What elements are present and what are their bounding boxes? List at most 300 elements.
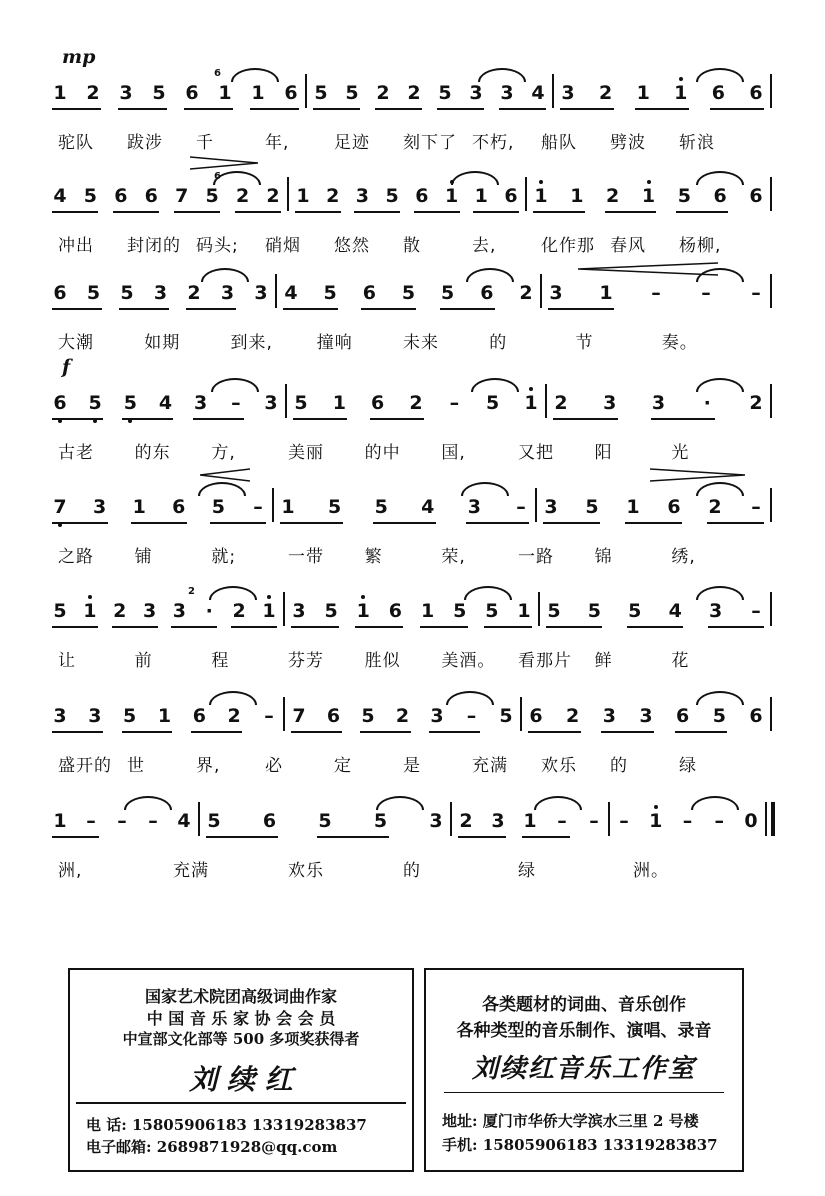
bar-line	[770, 177, 772, 211]
note: 5	[587, 600, 601, 622]
lyric-word: 未来	[403, 333, 439, 353]
underline-beam	[174, 211, 220, 213]
note: 3	[142, 600, 157, 622]
lyric-word: 封闭的	[127, 236, 181, 256]
underline-beam	[355, 626, 403, 628]
note: 2	[606, 185, 620, 207]
phone-label: 电 话:	[86, 1116, 127, 1134]
underline-beam	[373, 522, 436, 524]
note: 3	[220, 282, 235, 304]
final-bar-line	[771, 802, 775, 836]
underline-beam	[548, 308, 614, 310]
underline-beam	[707, 522, 764, 524]
underline-beam	[131, 522, 187, 524]
note: 6	[676, 705, 690, 727]
note: 1	[356, 600, 370, 622]
lyric-word: 年,	[265, 133, 290, 153]
note: 1	[444, 185, 459, 207]
lyric-word: 一路	[518, 547, 554, 567]
lyric-word: 世	[127, 756, 145, 776]
slur	[376, 796, 424, 810]
underline-beam	[560, 108, 614, 110]
note: 5	[86, 282, 101, 304]
underline-beam	[313, 108, 360, 110]
note: –	[701, 282, 711, 304]
underline-beam	[546, 626, 602, 628]
note: 1	[649, 810, 663, 832]
note: –	[466, 705, 477, 727]
underline-beam	[543, 522, 600, 524]
composer-signature: 刘 续 红	[189, 1063, 293, 1096]
note: 2	[749, 392, 763, 414]
note: 3	[119, 82, 133, 104]
lyric-word: 绿	[518, 861, 536, 881]
notes-row	[0, 580, 825, 640]
note: 5	[83, 185, 98, 207]
note: 5	[441, 282, 455, 304]
underline-beam	[601, 731, 654, 733]
note: 3	[544, 496, 558, 518]
underline-beam	[295, 211, 341, 213]
lyric-word: 的	[403, 861, 421, 881]
note: 5	[547, 600, 561, 622]
note: 1	[674, 82, 688, 104]
underline-beam	[52, 626, 98, 628]
underline-beam	[458, 836, 506, 838]
note: 6	[480, 282, 494, 304]
note: –	[148, 810, 158, 832]
note: 5	[53, 600, 67, 622]
note: 4	[53, 185, 67, 207]
bar-line	[272, 488, 274, 522]
lyric-word: 劈波	[610, 133, 646, 153]
note: 3	[429, 810, 443, 832]
note: 5	[88, 392, 102, 414]
note: 5	[453, 600, 467, 622]
note: –	[557, 810, 567, 832]
note: 3	[254, 282, 268, 304]
lyric-word: 节	[575, 333, 594, 353]
note: 5	[327, 496, 342, 518]
note: 1	[83, 600, 97, 622]
note: 2	[113, 600, 127, 622]
note: 4	[531, 82, 545, 104]
note: 5	[486, 392, 500, 414]
bar-line	[545, 384, 547, 418]
note: 2	[459, 810, 473, 832]
note: 5	[401, 282, 416, 304]
note: 0	[744, 810, 758, 832]
lyric-word: 一带	[288, 547, 324, 567]
score-line	[0, 165, 825, 275]
lyric-word: 撞响	[316, 333, 353, 353]
note: 3	[708, 600, 723, 622]
lyric-word: 杨柳,	[679, 236, 722, 256]
note: 3	[603, 392, 617, 414]
note: 5	[123, 392, 137, 414]
note: 1	[641, 185, 656, 207]
lyric-word: 冲出	[58, 236, 94, 256]
note: 1	[218, 82, 232, 104]
underline-beam	[52, 308, 102, 310]
note: 2	[232, 600, 246, 622]
lyric-word: 是	[403, 756, 421, 776]
note: 1	[474, 185, 488, 207]
slur	[198, 482, 246, 496]
note: 5	[152, 82, 166, 104]
grace-note: 2	[188, 586, 195, 597]
note: 2	[407, 82, 421, 104]
bar-line	[283, 697, 285, 731]
underline-beam	[112, 626, 158, 628]
lyric-word: 程	[211, 651, 230, 671]
lyric-word: 美酒。	[441, 651, 496, 671]
slur	[231, 68, 279, 82]
bar-line	[525, 177, 527, 211]
score-line	[0, 372, 825, 482]
slur	[471, 378, 519, 392]
lyric-word: 船队	[541, 133, 577, 153]
score-line	[0, 62, 825, 172]
note: 3	[491, 810, 505, 832]
underline-beam	[317, 836, 389, 838]
lyric-word: 胜似	[364, 651, 401, 671]
lyric-word: 古老	[58, 443, 94, 463]
lyric-word: 花	[671, 651, 690, 671]
lyric-word: 斩浪	[679, 133, 715, 153]
score-line	[0, 685, 825, 795]
note: 1	[636, 82, 650, 104]
underline-beam	[206, 836, 278, 838]
lyric-word: 千	[196, 133, 214, 153]
note: 1	[296, 185, 310, 207]
note: 2	[598, 82, 613, 104]
lyric-word: 足迹	[334, 133, 370, 153]
lyric-word: 又把	[518, 443, 554, 463]
card-line-1: 国家艺术院团高级词曲作家	[144, 987, 337, 1006]
slur	[696, 586, 744, 600]
bar-line	[540, 274, 542, 308]
underline-beam	[522, 836, 570, 838]
note: 3	[651, 392, 666, 414]
note: 3	[430, 705, 444, 727]
note: 6	[529, 705, 543, 727]
note: 4	[421, 496, 435, 518]
note: 2	[395, 705, 410, 727]
lyric-word: 不朽,	[472, 133, 515, 153]
bar-line	[552, 74, 554, 108]
underline-beam	[186, 308, 236, 310]
bar-line	[608, 802, 610, 836]
note: 5	[318, 810, 332, 832]
note: 1	[599, 282, 613, 304]
email-label: 电子邮箱:	[86, 1138, 152, 1156]
underline-beam	[52, 522, 108, 524]
note: 5	[485, 600, 499, 622]
bar-line	[770, 274, 772, 308]
note: 6	[667, 496, 681, 518]
slur	[446, 691, 494, 705]
note: –	[589, 810, 599, 832]
note: 5	[361, 705, 375, 727]
note: –	[682, 810, 693, 832]
email-value: 2689871928@qq.com	[156, 1138, 338, 1156]
note: 2	[235, 185, 250, 207]
underline-beam	[429, 731, 480, 733]
note: 7	[175, 185, 189, 207]
note: 6	[749, 82, 763, 104]
note: 6	[711, 82, 725, 104]
note: 3	[355, 185, 370, 207]
note: 5	[712, 705, 726, 727]
decrescendo-mark	[650, 468, 745, 482]
lyric-word: 前	[134, 651, 153, 671]
slur	[209, 586, 257, 600]
note: 1	[332, 392, 346, 414]
notes-row	[0, 476, 825, 536]
underline-beam	[635, 108, 689, 110]
underline-beam	[52, 836, 99, 838]
note: 3	[500, 82, 514, 104]
underline-beam	[291, 731, 342, 733]
underline-beam	[171, 626, 217, 628]
lyric-word: 跋涉	[127, 133, 163, 153]
note: –	[751, 496, 761, 518]
studio-divider	[444, 1092, 724, 1093]
note: 2	[266, 185, 280, 207]
underline-beam	[52, 211, 98, 213]
note: 2	[554, 392, 568, 414]
underline-beam	[280, 522, 343, 524]
address-row	[442, 1110, 699, 1131]
lyric-word: 盛开的	[58, 756, 112, 776]
underline-beam	[52, 731, 103, 733]
crescendo-mark	[200, 468, 250, 482]
note: 5	[585, 496, 599, 518]
note: ·	[703, 392, 711, 414]
slur	[211, 378, 259, 392]
note: –	[751, 282, 761, 304]
note: 1	[132, 496, 146, 518]
bar-line	[450, 802, 452, 836]
studio-line-2: 各种类型的音乐制作、演唱、录音	[456, 1021, 712, 1041]
score-line	[0, 476, 825, 586]
underline-beam	[708, 626, 764, 628]
bar-line	[770, 697, 772, 731]
notes-row	[0, 790, 825, 850]
underline-beam	[231, 626, 277, 628]
lyric-word: 刻下了	[403, 133, 457, 153]
note: 5	[207, 810, 221, 832]
lyric-word: 大潮	[58, 333, 94, 353]
note: 1	[420, 600, 435, 622]
note: 1	[570, 185, 584, 207]
note: –	[516, 496, 526, 518]
note: 1	[53, 810, 67, 832]
lyric-word: 让	[58, 651, 76, 671]
lyric-word: 定	[334, 756, 352, 776]
note: 3	[639, 705, 653, 727]
underline-beam	[370, 418, 424, 420]
note: 5	[628, 600, 642, 622]
note: 5	[385, 185, 399, 207]
lyric-word: 码头;	[196, 236, 239, 256]
note: –	[619, 810, 629, 832]
lyric-word: 的东	[134, 443, 171, 463]
lyric-word: 充满	[472, 756, 508, 776]
decrescendo-mark	[190, 156, 258, 170]
slur	[478, 68, 526, 82]
note: 3	[92, 496, 107, 518]
note: 5	[438, 82, 452, 104]
lyric-word: 界,	[196, 756, 221, 776]
note: 5	[374, 496, 388, 518]
lyric-word: 光	[671, 443, 690, 463]
lyric-word: 芬芳	[288, 651, 324, 671]
underline-beam	[414, 211, 460, 213]
bar-line	[770, 74, 772, 108]
underline-beam	[291, 626, 339, 628]
note: 2	[326, 185, 340, 207]
underline-beam	[473, 211, 519, 213]
note: 6	[326, 705, 341, 727]
note: 2	[86, 82, 100, 104]
slur	[696, 691, 744, 705]
score-line	[0, 580, 825, 690]
lyric-word: 的	[489, 333, 508, 353]
underline-beam	[553, 418, 618, 420]
bar-line	[770, 592, 772, 626]
studio-signature: 刘续红音乐工作室	[471, 1054, 696, 1084]
underline-beam	[210, 522, 266, 524]
note: 5	[499, 705, 513, 727]
note: 3	[53, 705, 67, 727]
lyric-word: 绿	[679, 756, 697, 776]
dynamic-f: f	[62, 356, 71, 378]
mobile-row	[442, 1134, 718, 1155]
note: 3	[153, 282, 168, 304]
studio-line-1: 各类题材的词曲、音乐创作	[482, 995, 686, 1015]
lyric-word: 荣,	[441, 547, 466, 567]
slur	[466, 268, 514, 282]
note: 3	[172, 600, 187, 622]
notes-row	[0, 685, 825, 745]
lyric-word: 欢乐	[541, 756, 577, 776]
lyric-word: 悠然	[334, 236, 370, 256]
note: –	[651, 282, 661, 304]
lyric-word: 如期	[144, 333, 181, 353]
lyric-word: 散	[403, 236, 421, 256]
note: 5	[120, 282, 134, 304]
note: 2	[708, 496, 722, 518]
lyric-word: 的	[610, 756, 628, 776]
note: 1	[626, 496, 640, 518]
lyric-word: 春风	[610, 236, 646, 256]
lyric-word: 硝烟	[265, 236, 301, 256]
lyric-word: 必	[265, 756, 283, 776]
slur	[124, 796, 172, 810]
bar-line	[287, 177, 289, 211]
bar-line	[198, 802, 200, 836]
bar-line	[538, 592, 540, 626]
notes-row	[0, 62, 825, 122]
underline-beam	[52, 108, 101, 110]
note: 6	[53, 282, 67, 304]
card-divider	[76, 1102, 406, 1104]
underline-beam	[354, 211, 400, 213]
note: 6	[144, 185, 158, 207]
lyric-word: 国,	[441, 443, 466, 463]
underline-beam	[113, 211, 159, 213]
card-line-2: 中 国 音 乐 家 协 会 会 员	[146, 1009, 336, 1028]
note: 2	[227, 705, 241, 727]
note: 6	[114, 185, 128, 207]
underline-beam	[361, 308, 416, 310]
underline-beam	[360, 731, 411, 733]
note: 6	[749, 185, 763, 207]
note: 2	[519, 282, 533, 304]
note: 1	[523, 810, 537, 832]
underline-beam	[528, 731, 581, 733]
lyric-word: 的中	[364, 443, 401, 463]
bar-line	[765, 802, 767, 836]
note: 5	[345, 82, 359, 104]
underline-beam	[122, 731, 173, 733]
mobile-label: 手机:	[442, 1136, 478, 1154]
note: 3	[549, 282, 563, 304]
note: 6	[284, 82, 298, 104]
slur	[696, 482, 744, 496]
slur	[451, 171, 499, 185]
note: 3	[194, 392, 208, 414]
slur	[534, 796, 582, 810]
underline-beam	[293, 418, 347, 420]
note: 6	[172, 496, 186, 518]
underline-beam	[676, 211, 728, 213]
note: 7	[53, 496, 67, 518]
note: 6	[262, 810, 277, 832]
lyric-word: 充满	[173, 861, 209, 881]
underline-beam	[499, 108, 546, 110]
note: –	[751, 600, 761, 622]
composer-card	[68, 968, 414, 1172]
underline-beam	[420, 626, 468, 628]
note: 3	[469, 82, 483, 104]
address-label: 地址:	[442, 1112, 478, 1130]
grace-note: 6	[214, 171, 221, 182]
slur	[464, 586, 512, 600]
note: 1	[517, 600, 531, 622]
note: 1	[262, 600, 276, 622]
underline-beam	[235, 211, 281, 213]
phone-value: 15805906183 13319283837	[132, 1116, 367, 1134]
slur	[209, 691, 257, 705]
note: 5	[324, 600, 338, 622]
note: 3	[292, 600, 306, 622]
underline-beam	[605, 211, 657, 213]
note: 6	[504, 185, 518, 207]
note: 7	[292, 705, 306, 727]
lyric-word: 驼队	[58, 133, 94, 153]
note: 2	[187, 282, 201, 304]
score-line	[0, 262, 825, 372]
note: 5	[294, 392, 308, 414]
underline-beam	[283, 308, 338, 310]
note: 1	[534, 185, 548, 207]
note: 4	[158, 392, 173, 414]
card-line-3: 中宣部文化部等 500 多项奖获得者	[122, 1030, 360, 1048]
note: 2	[566, 705, 580, 727]
